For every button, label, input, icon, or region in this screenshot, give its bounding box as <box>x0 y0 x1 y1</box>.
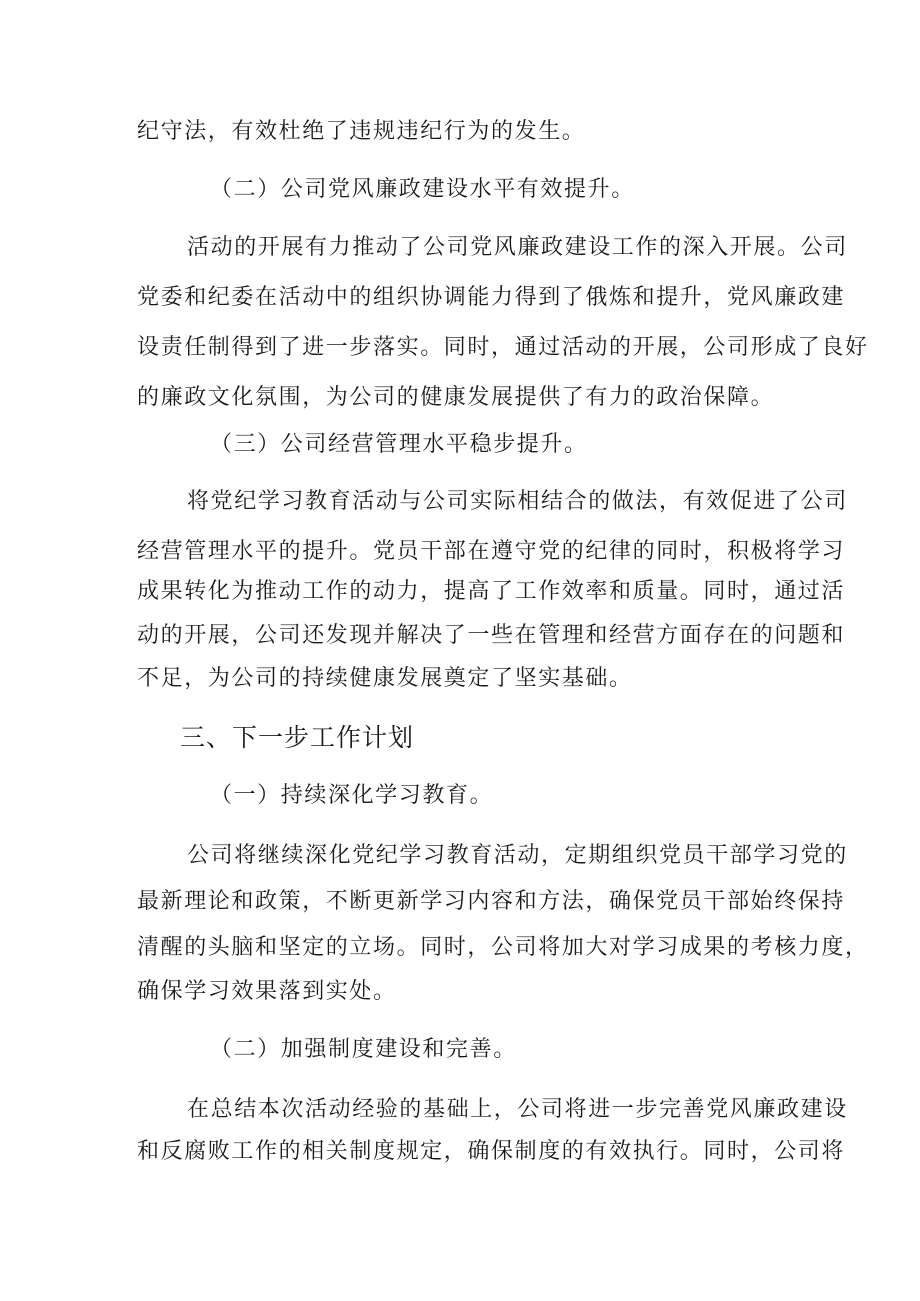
paragraph-line: 确保学习效果落到实处。 <box>137 979 397 1004</box>
paragraph-line: 最新理论和政策，不断更新学习内容和方法，确保党员干部始终保持 <box>137 889 846 914</box>
paragraph-line: 党委和纪委在活动中的组织协调能力得到了俄炼和提升，党风廉政建 <box>137 285 846 310</box>
paragraph-line: 将党纪学习教育活动与公司实际相结合的做法，有效促进了公司 <box>187 489 848 514</box>
section-heading: 三、下一步工作计划 <box>180 723 415 752</box>
paragraph-line: 的廉政文化氛围，为公司的健康发展提供了有力的政治保障。 <box>137 385 775 410</box>
paragraph-line: 活动的开展有力推动了公司党风廉政建设工作的深入开展。公司 <box>187 235 848 260</box>
paragraph-line: 在总结本次活动经验的基础上，公司将进一步完善党风廉政建设 <box>187 1097 848 1122</box>
paragraph-line: 成果转化为推动工作的动力，提高了工作效率和质量。同时，通过活 <box>137 579 846 604</box>
paragraph-line: 经营管理水平的提升。党员干部在遵守党的纪律的同时，积极将学习 <box>137 539 846 564</box>
subsection-title: （三）公司经营管理水平稳步提升。 <box>210 432 588 457</box>
subsection-title: （一）持续深化学习教育。 <box>210 783 494 808</box>
subsection-title: （二）公司党风廉政建设水平有效提升。 <box>210 177 635 202</box>
paragraph-line: 公司将继续深化党纪学习教育活动，定期组织党员干部学习党的 <box>187 843 848 868</box>
subsection-title: （二）加强制度建设和完善。 <box>210 1037 517 1062</box>
paragraph-line: 动的开展，公司还发现并解决了一些在管理和经营方面存在的问题和 <box>137 623 846 648</box>
paragraph-line: 和反腐败工作的相关制度规定，确保制度的有效执行。同时，公司将 <box>137 1139 846 1164</box>
paragraph-line: 不足，为公司的持续健康发展奠定了坚实基础。 <box>137 666 633 691</box>
paragraph-line: 清醒的头脑和坚定的立场。同时，公司将加大对学习成果的考核力度， <box>137 935 869 960</box>
paragraph-line: 纪守法，有效杜绝了违规违纪行为的发生。 <box>137 119 586 144</box>
paragraph-line: 设责任制得到了进一步落实。同时，通过活动的开展，公司形成了良好 <box>137 335 869 360</box>
